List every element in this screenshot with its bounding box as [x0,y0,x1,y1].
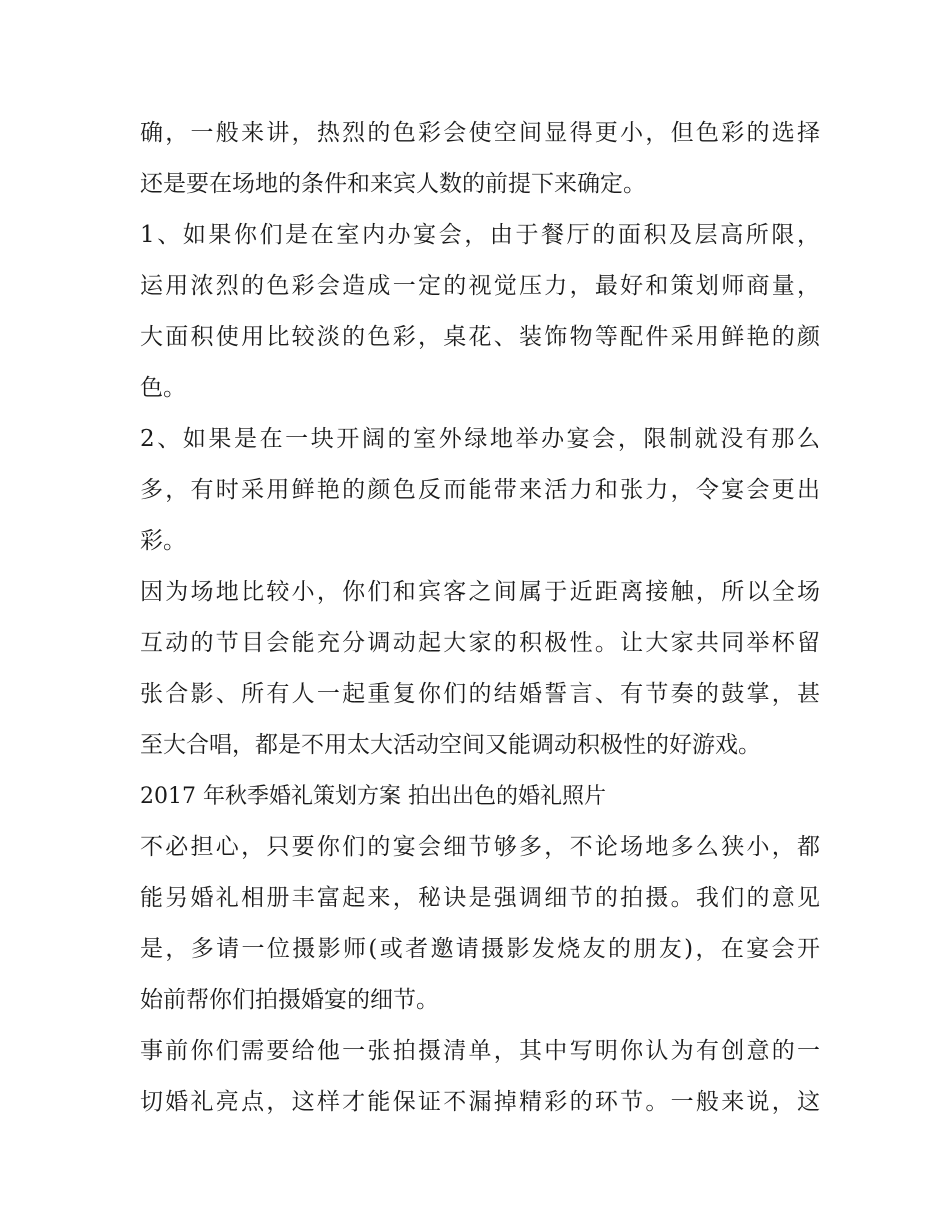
text-line: 1、如果你们是在室内办宴会，由于餐厅的面积及层高所限， [140,222,820,248]
text-line: 因为场地比较小，你们和宾客之间属于近距离接触，所以全场 [140,579,820,605]
text-line: 至大合唱，都是不用太大活动空间又能调动积极性的好游戏。 [140,732,761,758]
text-line: 多，有时采用鲜艳的颜色反而能带来活力和张力，令宴会更出 [140,477,820,503]
text-line: 互动的节目会能充分调动起大家的积极性。让大家共同举杯留 [140,630,820,656]
text-line: 能另婚礼相册丰富起来，秘诀是强调细节的拍摄。我们的意见 [140,885,820,911]
text-line: 大面积使用比较淡的色彩，桌花、装饰物等配件采用鲜艳的颜 [140,324,820,350]
text-line: 张合影、所有人一起重复你们的结婚誓言、有节奏的鼓掌，甚 [140,681,820,707]
text-line: 运用浓烈的色彩会造成一定的视觉压力，最好和策划师商量， [140,273,820,299]
section-heading: 2017 年秋季婚礼策划方案 拍出出色的婚礼照片 [140,784,606,809]
text-line: 事前你们需要给他一张拍摄清单，其中写明你认为有创意的一 [140,1038,820,1064]
text-line: 确，一般来讲，热烈的色彩会使空间显得更小，但色彩的选择 [140,120,820,146]
text-line: 色。 [140,375,186,401]
text-line: 还是要在场地的条件和来宾人数的前提下来确定。 [140,171,646,197]
text-line: 切婚礼亮点，这样才能保证不漏掉精彩的环节。一般来说，这 [140,1089,820,1115]
text-line: 彩。 [140,528,186,554]
text-line: 不必担心，只要你们的宴会细节够多，不论场地多么狭小，都 [140,834,820,860]
text-line: 是，多请一位摄影师(或者邀请摄影发烧友的朋友)，在宴会开 [140,936,820,962]
document-body [140,108,820,1128]
text-line: 2、如果是在一块开阔的室外绿地举办宴会，限制就没有那么 [140,426,820,452]
text-line: 始前帮你们拍摄婚宴的细节。 [140,987,439,1013]
